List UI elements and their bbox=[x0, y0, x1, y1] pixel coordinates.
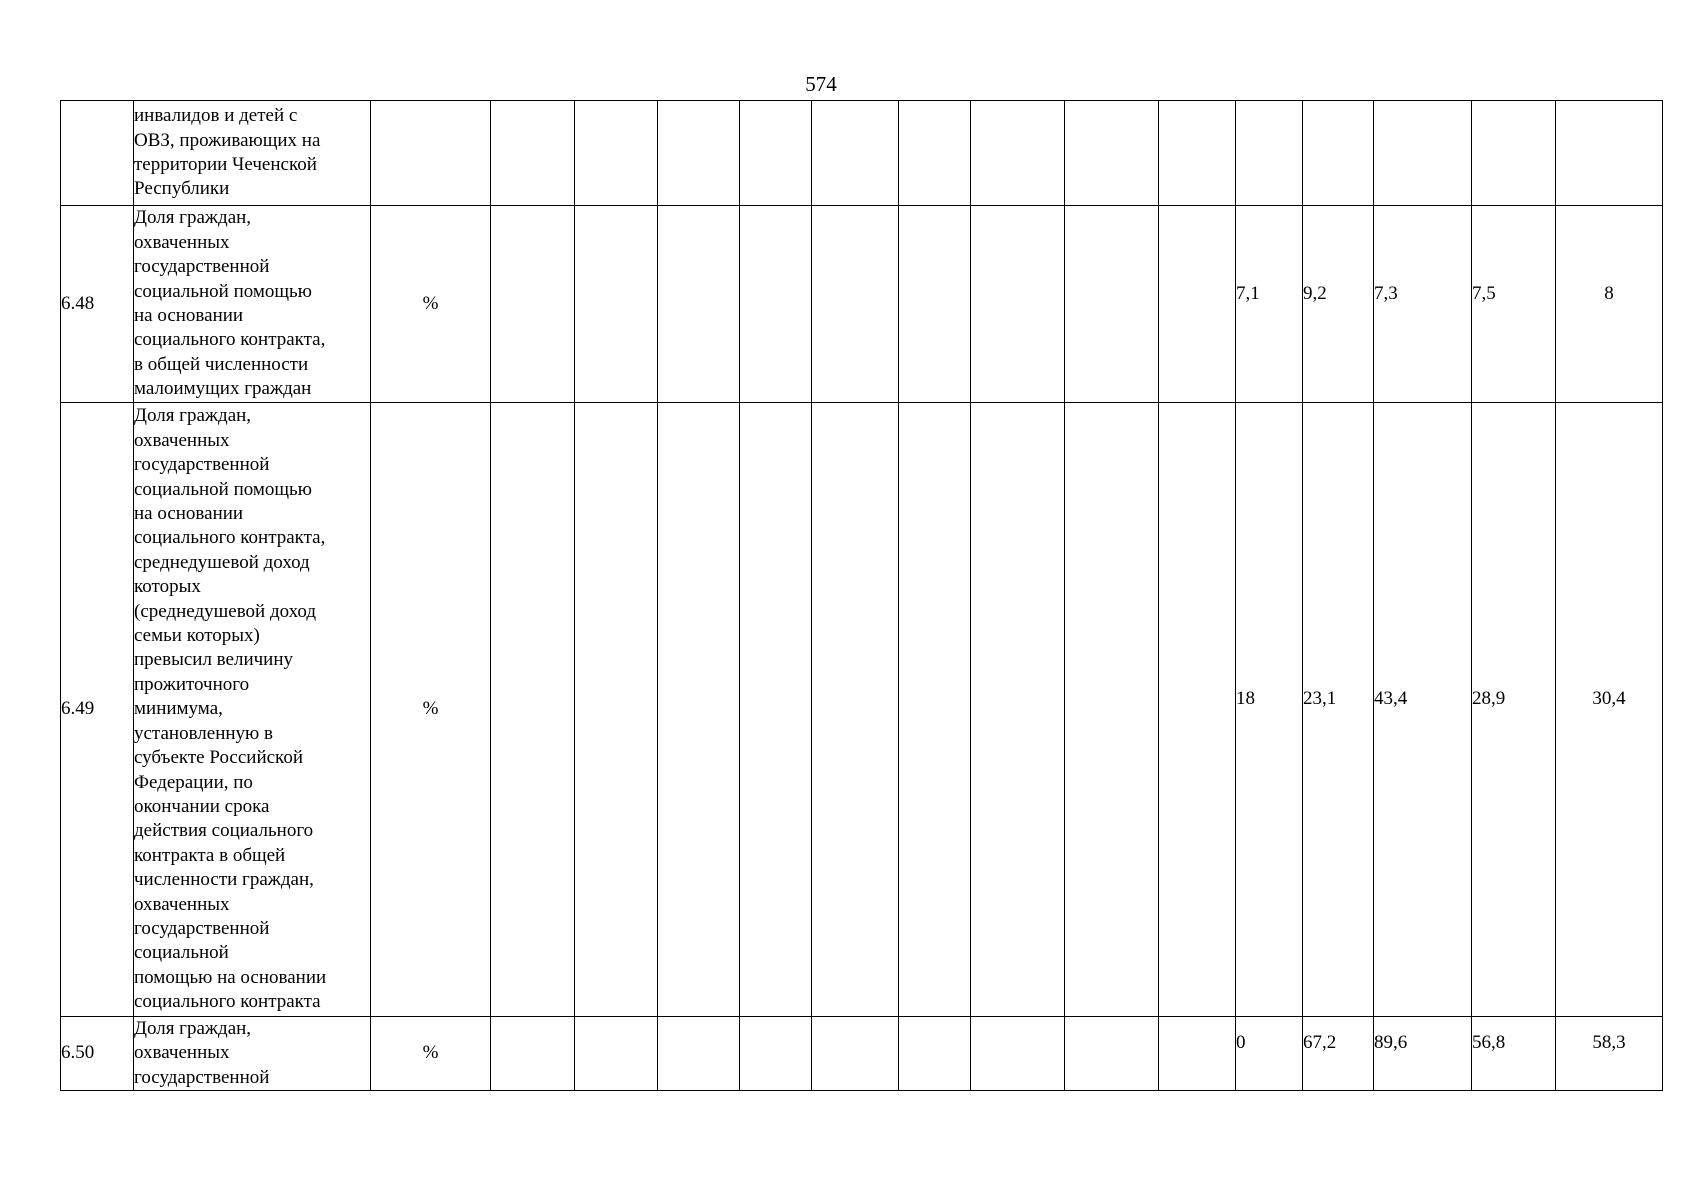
value-cell bbox=[1236, 101, 1303, 206]
value-text: 23,1 bbox=[1303, 688, 1337, 710]
empty-year-cell bbox=[658, 206, 740, 403]
indicator-name-line: на основании bbox=[134, 305, 244, 326]
row-number-cell: 6.50 bbox=[61, 1017, 134, 1091]
indicator-name-line: Доля граждан, bbox=[134, 207, 252, 229]
value-text: 28,9 bbox=[1472, 688, 1506, 710]
indicator-name-cell bbox=[134, 1017, 371, 1091]
unit-cell: % bbox=[371, 1017, 491, 1091]
indicator-name-line: государственной bbox=[134, 1066, 270, 1088]
empty-year-cell bbox=[899, 403, 971, 1017]
indicator-name-line: социальной помощью bbox=[134, 280, 312, 302]
empty-year-cell bbox=[1065, 101, 1159, 206]
row-number-cell: 6.48 bbox=[61, 206, 134, 403]
indicator-name-line: социального контракта bbox=[134, 991, 321, 1013]
empty-year-cell bbox=[899, 1017, 971, 1091]
value-text: 9,2 bbox=[1303, 282, 1327, 304]
empty-year-cell bbox=[1159, 1017, 1236, 1091]
indicator-name-line: прожиточного bbox=[134, 673, 250, 695]
indicator-name-line: государственной bbox=[134, 454, 270, 476]
value-cell bbox=[1472, 101, 1556, 206]
indicator-name-line: охваченных bbox=[134, 231, 230, 253]
indicator-name-line: (среднедушевой доход bbox=[134, 600, 317, 622]
unit-cell: % bbox=[371, 403, 491, 1017]
empty-year-cell bbox=[491, 206, 575, 403]
empty-year-cell bbox=[812, 403, 899, 1017]
empty-year-cell bbox=[740, 206, 812, 403]
empty-year-cell bbox=[740, 1017, 812, 1091]
empty-year-cell bbox=[1065, 1017, 1159, 1091]
indicator-name-line: окончании срока bbox=[134, 795, 270, 817]
indicator-name-line: социального контракта, bbox=[134, 527, 326, 549]
empty-year-cell bbox=[1159, 206, 1236, 403]
value-text: 89,6 bbox=[1374, 1032, 1408, 1054]
value-cell bbox=[1472, 403, 1556, 1017]
indicator-name-line: социальной помощью bbox=[134, 478, 312, 500]
indicator-name-line: Доля граждан, bbox=[134, 1018, 252, 1039]
value-cell bbox=[1303, 101, 1374, 206]
indicators-table bbox=[60, 100, 1663, 1091]
empty-year-cell bbox=[1159, 403, 1236, 1017]
value-text: 67,2 bbox=[1303, 1032, 1337, 1054]
indicator-name-line: инвалидов и детей с bbox=[134, 105, 298, 127]
value-text: 56,8 bbox=[1472, 1032, 1506, 1054]
table-row bbox=[61, 101, 1663, 206]
value-cell bbox=[1236, 403, 1303, 1017]
empty-year-cell bbox=[899, 101, 971, 206]
indicator-name-line: охваченных bbox=[134, 893, 230, 915]
unit-cell bbox=[371, 101, 491, 206]
value-cell bbox=[1374, 1017, 1472, 1091]
value-text: 7,3 bbox=[1374, 282, 1398, 304]
indicator-name-line: среднедушевой доход bbox=[134, 551, 310, 573]
value-cell bbox=[1472, 206, 1556, 403]
indicator-name-line: которых bbox=[134, 576, 201, 598]
empty-year-cell bbox=[491, 403, 575, 1017]
table-row bbox=[61, 1017, 1663, 1091]
indicator-name-cell bbox=[134, 206, 371, 403]
indicator-name-line: численности граждан, bbox=[134, 869, 314, 891]
value-text: 30,4 bbox=[1592, 688, 1626, 710]
indicator-name-line: на основании bbox=[134, 503, 244, 525]
empty-year-cell bbox=[971, 206, 1065, 403]
indicator-name-line: субъекте Российской bbox=[134, 747, 303, 769]
value-cell bbox=[1303, 1017, 1374, 1091]
indicator-name-line: ОВЗ, проживающих на bbox=[134, 129, 321, 151]
table-row bbox=[61, 403, 1663, 1017]
empty-year-cell bbox=[812, 1017, 899, 1091]
empty-year-cell bbox=[812, 206, 899, 403]
value-text: 7,1 bbox=[1236, 282, 1260, 304]
indicator-name-line: социальной bbox=[134, 942, 229, 964]
indicator-name-line: малоимущих граждан bbox=[134, 378, 312, 400]
value-cell bbox=[1472, 1017, 1556, 1091]
value-text: 43,4 bbox=[1374, 688, 1408, 710]
value-cell bbox=[1303, 206, 1374, 403]
empty-year-cell bbox=[575, 403, 658, 1017]
value-cell bbox=[1556, 1017, 1663, 1091]
value-text: 18 bbox=[1236, 688, 1255, 710]
empty-year-cell bbox=[658, 101, 740, 206]
indicator-name-line: превысил величину bbox=[134, 649, 294, 671]
empty-year-cell bbox=[971, 403, 1065, 1017]
indicator-name-line: минимума, bbox=[134, 698, 223, 720]
empty-year-cell bbox=[575, 101, 658, 206]
value-cell bbox=[1236, 206, 1303, 403]
indicator-name-line: социального контракта, bbox=[134, 329, 326, 351]
empty-year-cell bbox=[1159, 101, 1236, 206]
indicator-name-line: территории Чеченской bbox=[134, 154, 317, 175]
indicator-name-line: Доля граждан, bbox=[134, 405, 252, 427]
value-text: 58,3 bbox=[1592, 1032, 1626, 1054]
empty-year-cell bbox=[658, 1017, 740, 1091]
empty-year-cell bbox=[812, 101, 899, 206]
indicator-name-line: контракта в общей bbox=[134, 844, 286, 866]
page-number: 574 bbox=[805, 72, 837, 96]
empty-year-cell bbox=[575, 1017, 658, 1091]
empty-year-cell bbox=[740, 403, 812, 1017]
empty-year-cell bbox=[491, 1017, 575, 1091]
empty-year-cell bbox=[899, 206, 971, 403]
empty-year-cell bbox=[971, 101, 1065, 206]
value-text: 7,5 bbox=[1472, 282, 1496, 304]
indicator-name-line: охваченных bbox=[134, 429, 230, 451]
indicator-name-line: охваченных bbox=[134, 1042, 230, 1064]
value-cell bbox=[1236, 1017, 1303, 1091]
indicator-name-line: Федерации, по bbox=[134, 771, 253, 793]
value-cell bbox=[1556, 101, 1663, 206]
row-number-cell: 6.49 bbox=[61, 403, 134, 1017]
empty-year-cell bbox=[491, 101, 575, 206]
indicator-name-line: государственной bbox=[134, 256, 270, 278]
empty-year-cell bbox=[575, 206, 658, 403]
indicator-name-line: государственной bbox=[134, 917, 270, 939]
indicator-name-cell bbox=[134, 101, 371, 206]
value-cell bbox=[1374, 206, 1472, 403]
unit-cell: % bbox=[371, 206, 491, 403]
value-text: 0 bbox=[1236, 1032, 1246, 1054]
indicator-name-line: Республики bbox=[134, 178, 230, 200]
value-text: 8 bbox=[1604, 282, 1614, 304]
empty-year-cell bbox=[740, 101, 812, 206]
indicator-name-line: действия социального bbox=[134, 820, 314, 842]
indicator-name-line: в общей численности bbox=[134, 353, 309, 375]
indicator-name-line: семьи которых) bbox=[134, 625, 260, 647]
indicator-name-line: установленную в bbox=[134, 722, 273, 744]
indicator-name-line: помощью на основании bbox=[134, 966, 327, 988]
value-cell bbox=[1556, 403, 1663, 1017]
value-cell bbox=[1374, 101, 1472, 206]
empty-year-cell bbox=[971, 1017, 1065, 1091]
value-cell bbox=[1374, 403, 1472, 1017]
empty-year-cell bbox=[658, 403, 740, 1017]
value-cell bbox=[1556, 206, 1663, 403]
empty-year-cell bbox=[1065, 206, 1159, 403]
empty-year-cell bbox=[1065, 403, 1159, 1017]
table-body bbox=[61, 101, 1663, 1091]
value-cell bbox=[1303, 403, 1374, 1017]
indicator-name-cell bbox=[134, 403, 371, 1017]
table-row bbox=[61, 206, 1663, 403]
row-number-cell bbox=[61, 101, 134, 206]
